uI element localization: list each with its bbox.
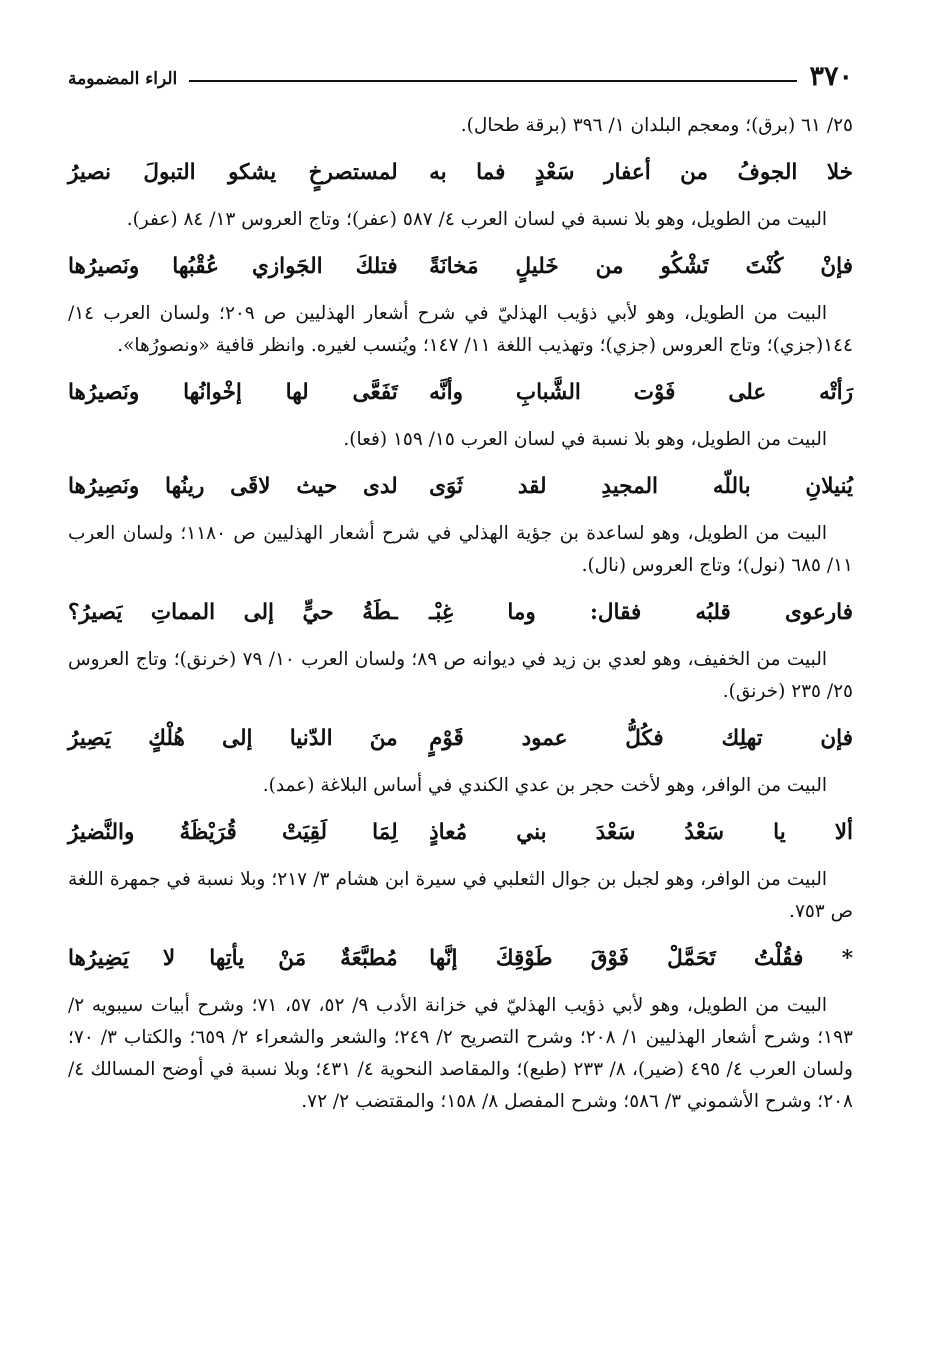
verse-first-hemistich: * فقُلْتُ تَحَمَّلْ فَوْقَ طَوْقِكَ إنَّها bbox=[429, 946, 853, 971]
verse-footnote: البيت من الطويل، وهو بلا نسبة في لسان العرب ١٥/ ١٥٩ (فعا). bbox=[343, 429, 827, 450]
page-number: ٣٧٠ bbox=[809, 61, 853, 92]
verse-line bbox=[68, 376, 853, 410]
verse-first-hemistich: فارعوى قلبُه فقال: وما غِبْـ bbox=[429, 600, 853, 625]
verse-footnote: البيت من الطويل، وهو لأبي ذؤيب الهذليّ في شرح أشعار الهذليين ص ٢٠٩؛ ولسان العرب ١٤/ ١٤٤(جزي)؛ وتاج العروس (جزي)؛ وتهذيب اللغة ١١/ ١٤٧؛ ويُنسب لغيره. وانظر قافية «ونصورُها». bbox=[68, 303, 853, 356]
header-rule bbox=[189, 80, 797, 82]
verse-second-hemistich: ـطَةُ حيٍّ إلى المماتِ يَصيرُ؟ bbox=[68, 600, 398, 625]
verse-second-hemistich: لمستصرخٍ يشكو التبولَ نصيرُ bbox=[68, 160, 398, 185]
verse-first-hemistich: فإن تهلِك فكُلُّ عمود قَوْمٍ bbox=[429, 726, 853, 751]
verse-line bbox=[68, 156, 853, 190]
verse-second-hemistich: تَفَعَّى لها إخْوانُها ونَصيرُها bbox=[68, 380, 398, 405]
verse-footnote: البيت من الطويل، وهو بلا نسبة في لسان العرب ٤/ ٥٨٧ (عفر)؛ وتاج العروس ١٣/ ٨٤ (عفر). bbox=[126, 209, 827, 230]
verse-footnote: البيت من الوافر، وهو لجبل بن جوال الثعلبي في سيرة ابن هشام ٣/ ٢١٧؛ وبلا نسبة في جمهرة اللغة ص ٧٥٣. bbox=[68, 869, 853, 922]
verse-second-hemistich: منَ الدّنيا إلى هُلْكٍ يَصِيرُ bbox=[68, 726, 398, 751]
verse-second-hemistich: فتلكَ الجَوازي عُقْبُها ونَصيرُها bbox=[68, 254, 398, 279]
verse-first-hemistich: فإنْ كُنْتَ تَشْكُو من خَليلٍ مَخانَةً bbox=[429, 254, 853, 279]
verse-line bbox=[68, 470, 853, 504]
verse-second-hemistich: لِمَا لَقِيَتْ قُرَيْظَةُ والنَّضيرُ bbox=[68, 820, 398, 845]
verse-second-hemistich: مُطبَّعَةٌ مَنْ يأتِها لا يَضِيرُها bbox=[68, 946, 398, 971]
verse-line bbox=[68, 942, 853, 976]
verse-footnote: البيت من الوافر، وهو لأخت حجر بن عدي الكندي في أساس البلاغة (عمد). bbox=[262, 775, 827, 796]
verse-line bbox=[68, 816, 853, 850]
verse-first-hemistich: رَأتْه على فَوْت الشَّبابِ وأنَّه bbox=[429, 380, 853, 405]
verse-second-hemistich: لدى حيث لاقَى رينُها ونَصِيرُها bbox=[68, 474, 398, 499]
verse-footnote: البيت من الطويل، وهو لساعدة بن جؤية الهذلي في شرح أشعار الهذليين ص ١١٨٠؛ ولسان العرب ١١/ ٦٨٥ (نول)؛ وتاج العروس (نال). bbox=[68, 523, 853, 576]
verse-footnote: البيت من الخفيف، وهو لعدي بن زيد في ديوانه ص ٨٩؛ ولسان العرب ١٠/ ٧٩ (خرنق)؛ وتاج العروس ٢٥/ ٢٣٥ (خرنق). bbox=[68, 649, 853, 702]
verse-line bbox=[68, 250, 853, 284]
verse-first-hemistich: يُنيلانِ باللّه المجيدِ لقد ثَوَى bbox=[429, 474, 853, 499]
verse-line bbox=[68, 596, 853, 630]
verse-first-hemistich: ألا يا سَعْدُ سَعْدَ بني مُعاذٍ bbox=[429, 820, 853, 845]
page-header bbox=[68, 52, 853, 90]
verse-footnote: البيت من الطويل، وهو لأبي ذؤيب الهذليّ في خزانة الأدب ٩/ ٥٢، ٥٧، ٧١؛ وشرح أبيات سيبويه ٢/ ١٩٣؛ وشرح أشعار الهذليين ١/ ٢٠٨؛ وشرح التصريح ٢/ ٢٤٩؛ والشعر والشعراء ٢/ ٦٥٩؛ والكتاب ٣/ ٧٠؛ ولسان العرب ٤/ ٤٩٥ (ضير)، ٨/ ٢٣٣ (طبع)؛ والمقاصد النحوية ٤/ ٤٣١؛ وبلا نسبة في أوضح المسالك ٤/ ٢٠٨؛ وشرح الأشموني ٣/ ٥٨٦؛ وشرح المفصل ٨/ ١٥٨؛ والمقتضب ٢/ ٧٢. bbox=[68, 995, 853, 1112]
running-title: الراء المضمومة bbox=[68, 69, 178, 89]
verse-first-hemistich: خلا الجوفُ من أعفار سَعْدٍ فما به bbox=[429, 160, 853, 185]
intro-footnote: ٢٥/ ٦١ (برق)؛ ومعجم البلدان ١/ ٣٩٦ (برقة طحال). bbox=[460, 115, 853, 136]
verse-line bbox=[68, 722, 853, 756]
